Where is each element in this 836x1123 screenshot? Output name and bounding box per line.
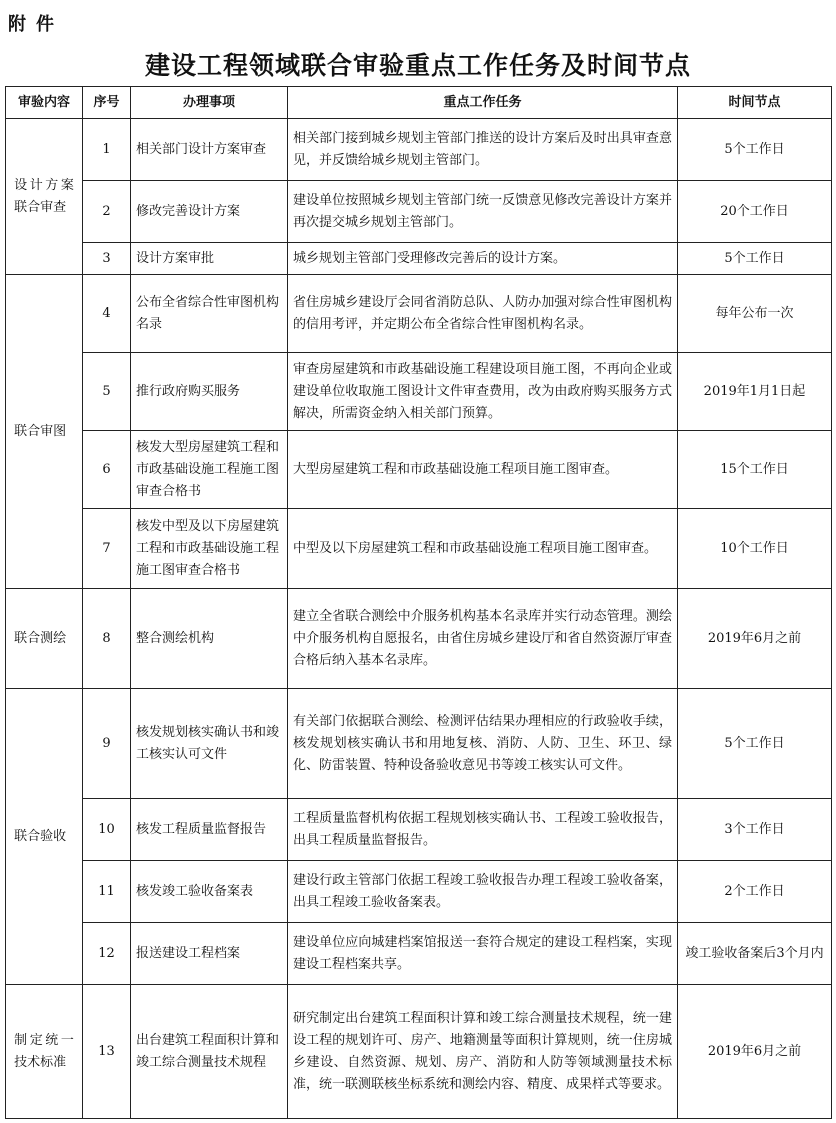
row-item: 核发规划核实确认书和竣工核实认可文件	[131, 689, 288, 799]
row-task: 中型及以下房屋建筑工程和市政基础设施工程项目施工图审查。	[288, 509, 678, 589]
row-item: 推行政府购买服务	[131, 353, 288, 431]
category-cell: 联合测绘	[6, 589, 83, 689]
table-row	[6, 799, 832, 861]
row-time: 10个工作日	[678, 509, 832, 589]
row-time: 15个工作日	[678, 431, 832, 509]
row-item: 核发工程质量监督报告	[131, 799, 288, 861]
header-number: 序号	[83, 87, 131, 119]
row-time: 2019年6月之前	[678, 589, 832, 689]
row-item: 核发中型及以下房屋建筑工程和市政基础设施工程施工图审查合格书	[131, 509, 288, 589]
attachment-label: 附件	[8, 14, 64, 35]
category-cell: 制定统一技术标准	[6, 985, 83, 1119]
row-item: 公布全省综合性审图机构名录	[131, 275, 288, 353]
row-item: 修改完善设计方案	[131, 181, 288, 243]
category-cell: 联合审图	[6, 275, 83, 589]
table-row	[6, 119, 832, 181]
row-number: 4	[83, 275, 131, 353]
row-task: 研究制定出台建筑工程面积计算和竣工综合测量技术规程，统一建设工程的规划许可、房产、地籍测量等面积计算规则，统一住房城乡建设、自然资源、规划、房产、消防和人防等领域测量技术标准，统一联测联核坐标系统和测绘内容、精度、成果样式等要求。	[288, 985, 678, 1119]
row-item: 报送建设工程档案	[131, 923, 288, 985]
row-task: 省住房城乡建设厅会同省消防总队、人防办加强对综合性审图机构的信用考评，并定期公布全省综合性审图机构名录。	[288, 275, 678, 353]
row-time: 2019年6月之前	[678, 985, 832, 1119]
table-row	[6, 431, 832, 509]
header-item: 办理事项	[131, 87, 288, 119]
row-item: 相关部门设计方案审查	[131, 119, 288, 181]
header-category: 审验内容	[6, 87, 83, 119]
row-time: 5个工作日	[678, 119, 832, 181]
row-time: 竣工验收备案后3个月内	[678, 923, 832, 985]
page-title: 建设工程领域联合审验重点工作任务及时间节点	[144, 51, 691, 80]
row-number: 1	[83, 119, 131, 181]
row-time: 5个工作日	[678, 243, 832, 275]
header-time: 时间节点	[678, 87, 832, 119]
row-time: 2019年1月1日起	[678, 353, 832, 431]
task-table	[5, 86, 832, 1119]
row-number: 8	[83, 589, 131, 689]
row-item: 核发大型房屋建筑工程和市政基础设施工程施工图审查合格书	[131, 431, 288, 509]
row-number: 7	[83, 509, 131, 589]
table-header-row	[6, 87, 832, 119]
category-cell: 设计方案联合审查	[6, 119, 83, 275]
table-row	[6, 509, 832, 589]
row-time: 2个工作日	[678, 861, 832, 923]
row-item: 核发竣工验收备案表	[131, 861, 288, 923]
row-number: 3	[83, 243, 131, 275]
row-time: 3个工作日	[678, 799, 832, 861]
table-row	[6, 589, 832, 689]
category-cell: 联合验收	[6, 689, 83, 985]
row-number: 6	[83, 431, 131, 509]
row-task: 相关部门接到城乡规划主管部门推送的设计方案后及时出具审查意见，并反馈给城乡规划主管部门。	[288, 119, 678, 181]
table-row	[6, 861, 832, 923]
header-task: 重点工作任务	[288, 87, 678, 119]
table-row	[6, 181, 832, 243]
row-task: 建立全省联合测绘中介服务机构基本名录库并实行动态管理。测绘中介服务机构自愿报名，由省住房城乡建设厅和省自然资源厅审查合格后纳入基本名录库。	[288, 589, 678, 689]
row-task: 建设行政主管部门依据工程竣工验收报告办理工程竣工验收备案，出具工程竣工验收备案表。	[288, 861, 678, 923]
table-row	[6, 353, 832, 431]
row-number: 5	[83, 353, 131, 431]
table-row	[6, 985, 832, 1119]
table-row	[6, 275, 832, 353]
row-task: 有关部门依据联合测绘、检测评估结果办理相应的行政验收手续，核发规划核实确认书和用地复核、消防、人防、卫生、环卫、绿化、防雷装置、特种设备验收意见书等竣工核实认可文件。	[288, 689, 678, 799]
row-task: 大型房屋建筑工程和市政基础设施工程项目施工图审查。	[288, 431, 678, 509]
row-item: 整合测绘机构	[131, 589, 288, 689]
row-number: 12	[83, 923, 131, 985]
row-task: 建设单位按照城乡规划主管部门统一反馈意见修改完善设计方案并再次提交城乡规划主管部门。	[288, 181, 678, 243]
row-task: 建设单位应向城建档案馆报送一套符合规定的建设工程档案，实现建设工程档案共享。	[288, 923, 678, 985]
row-item: 设计方案审批	[131, 243, 288, 275]
row-task: 城乡规划主管部门受理修改完善后的设计方案。	[288, 243, 678, 275]
row-number: 10	[83, 799, 131, 861]
table-row	[6, 243, 832, 275]
row-task: 工程质量监督机构依据工程规划核实确认书、工程竣工验收报告，出具工程质量监督报告。	[288, 799, 678, 861]
table-row	[6, 923, 832, 985]
row-number: 2	[83, 181, 131, 243]
row-task: 审查房屋建筑和市政基础设施工程建设项目施工图，不再向企业或建设单位收取施工图设计文件审查费用，改为由政府购买服务方式解决，所需资金纳入相关部门预算。	[288, 353, 678, 431]
row-time: 5个工作日	[678, 689, 832, 799]
row-item: 出台建筑工程面积计算和竣工综合测量技术规程	[131, 985, 288, 1119]
row-number: 9	[83, 689, 131, 799]
row-time: 每年公布一次	[678, 275, 832, 353]
row-number: 13	[83, 985, 131, 1119]
row-number: 11	[83, 861, 131, 923]
table-row	[6, 689, 832, 799]
row-time: 20个工作日	[678, 181, 832, 243]
